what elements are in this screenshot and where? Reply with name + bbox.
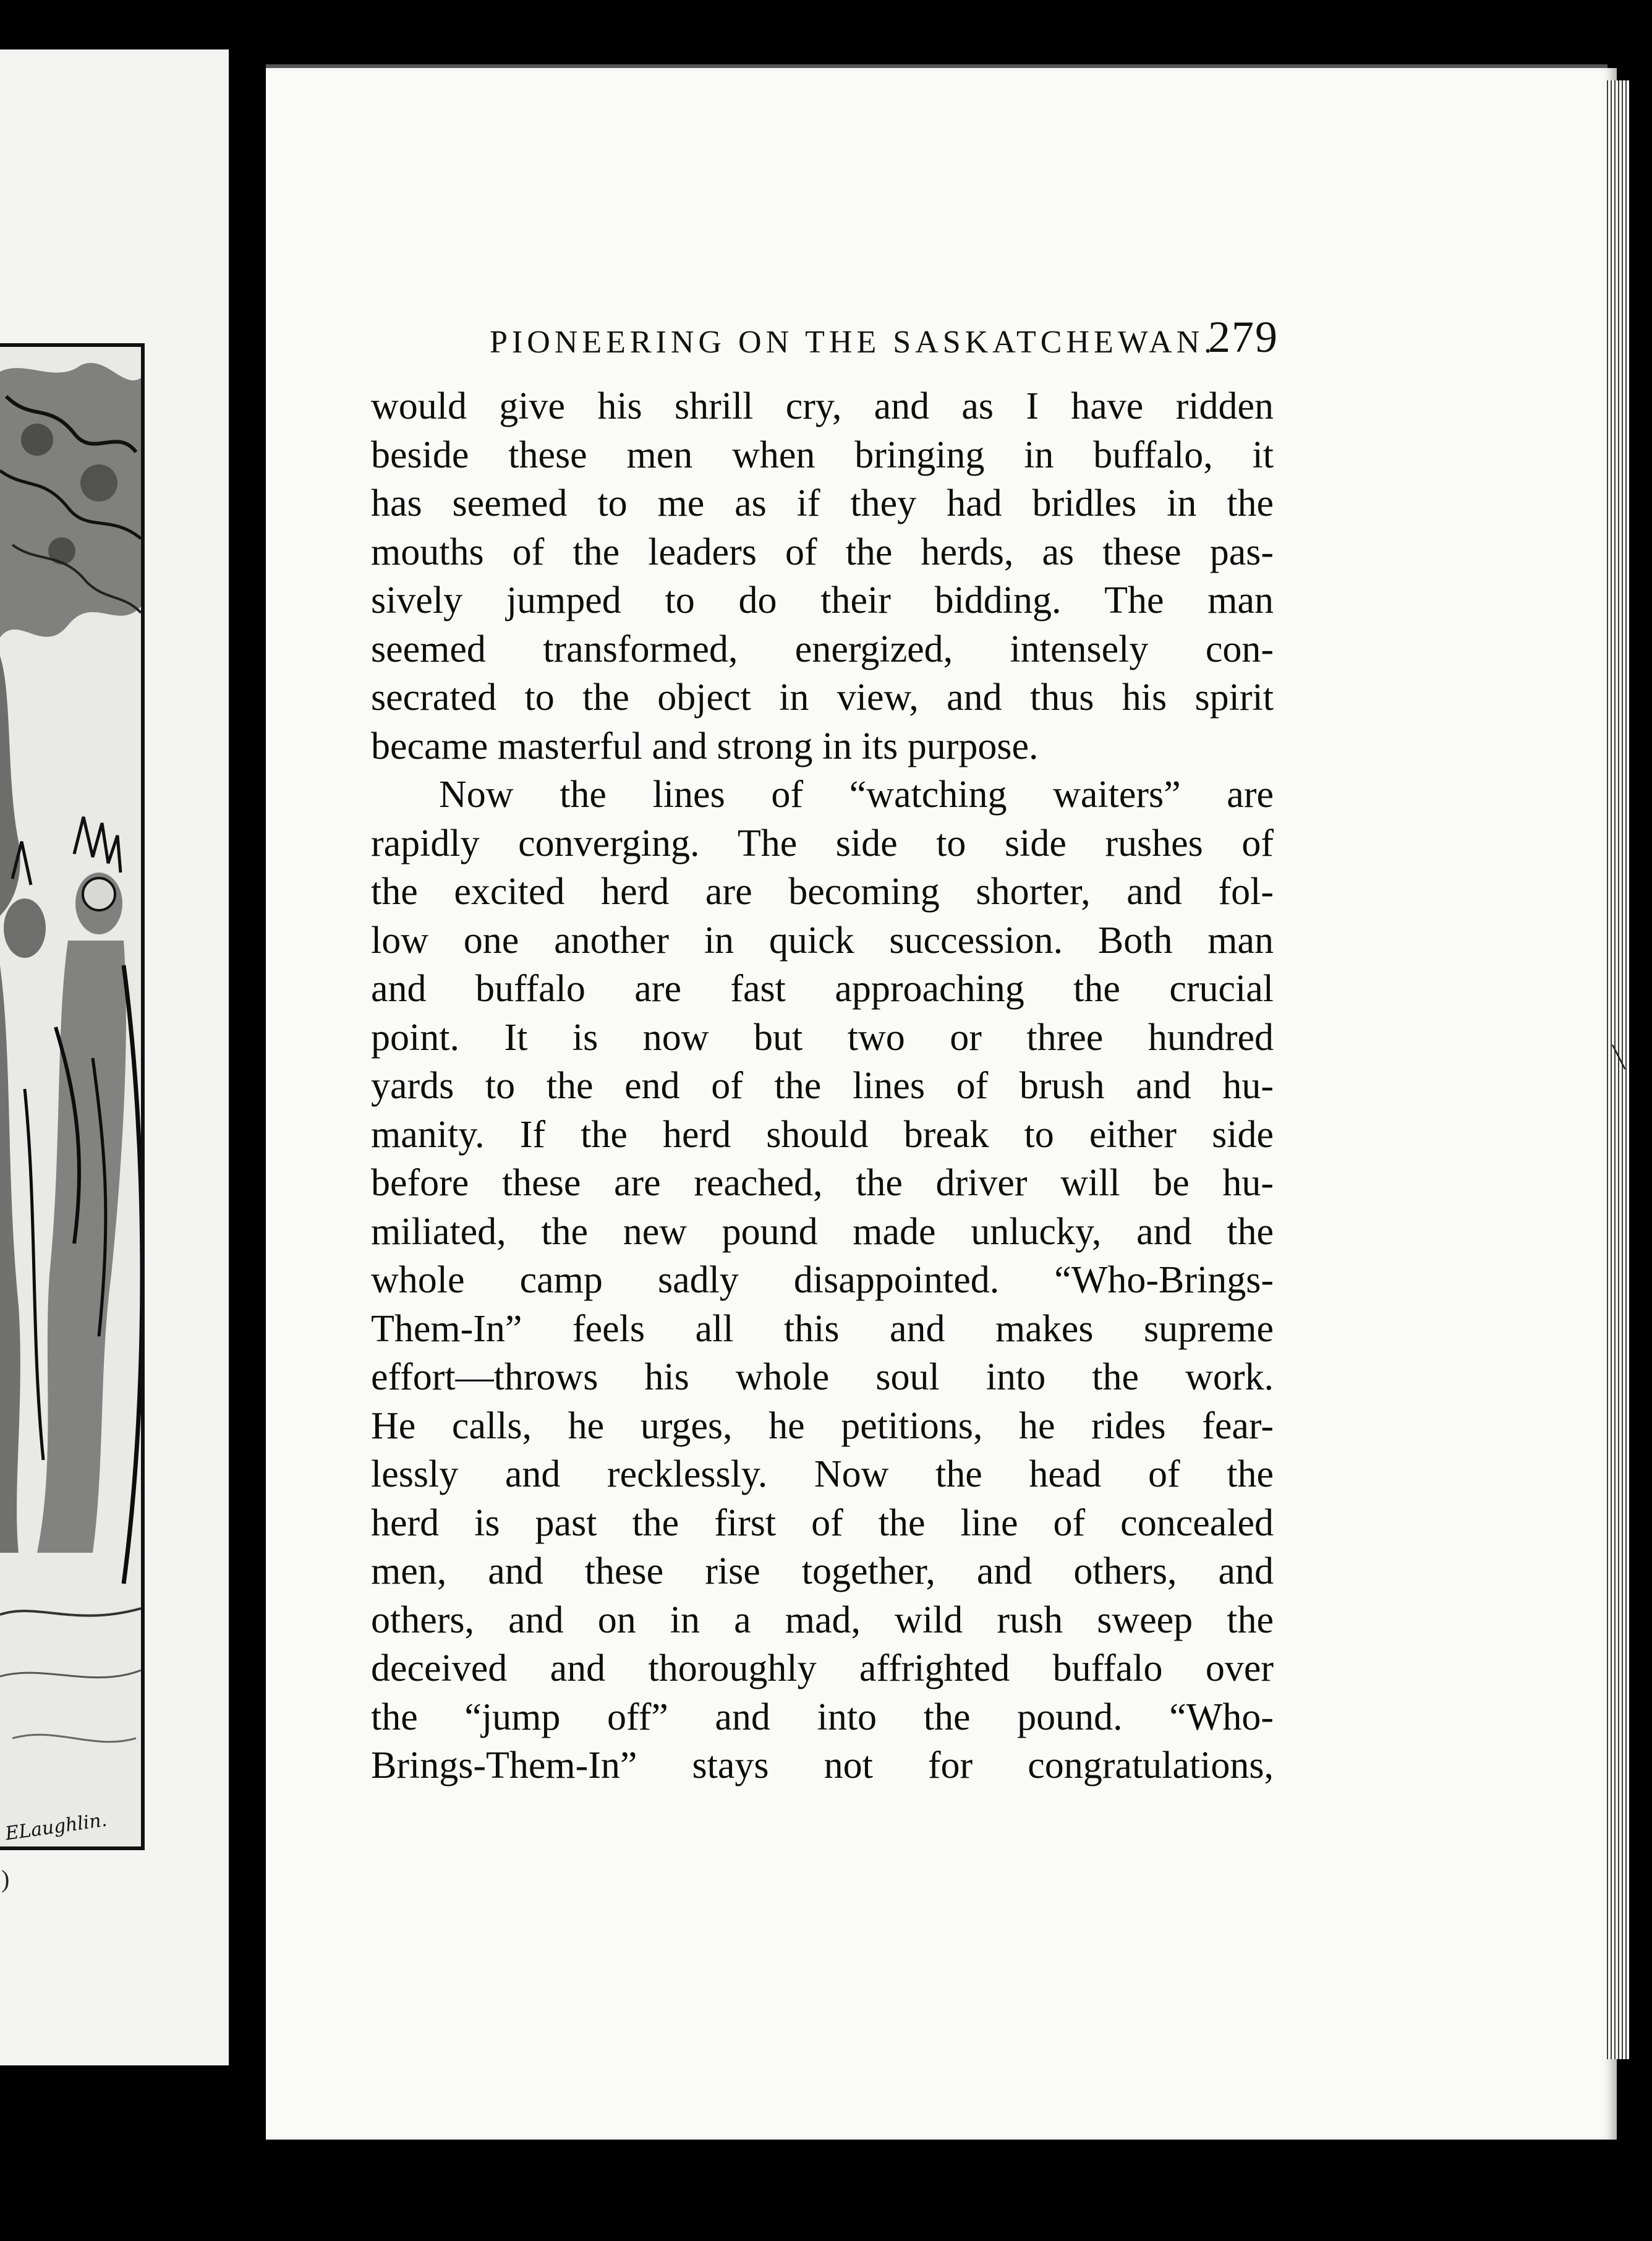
text-line: has seemed to me as if they had bridles in the: [371, 482, 1274, 524]
illustration-drawing: [0, 347, 141, 1846]
text-line: seemed transformed, energized, intensely con-: [371, 628, 1274, 670]
text-line: before these are reached, the driver will be hu-: [371, 1162, 1274, 1204]
text-line: rapidly converging. The side to side rushes of: [371, 822, 1274, 864]
text-line: the excited herd are becoming shorter, and fol-: [371, 871, 1274, 913]
text-line: became masterful and strong in its purpose.: [371, 725, 1039, 767]
text-line: the “jump off” and into the pound. “Who-: [371, 1696, 1274, 1738]
text-line: secrated to the object in view, and thus his spirit: [371, 677, 1274, 719]
text-line: Brings-Them-In” stays not for congratulations,: [371, 1744, 1274, 1786]
text-line: manity. If the herd should break to either side: [371, 1113, 1274, 1156]
text-line: mouths of the leaders of the herds, as these pas-: [371, 531, 1274, 573]
running-title: PIONEERING ON THE SASKATCHEWAN.: [490, 325, 1217, 360]
text-line: point. It is now but two or three hundred: [371, 1016, 1274, 1059]
text-line: beside these men when bringing in buffalo, it: [371, 433, 1274, 476]
running-head: [490, 312, 1279, 361]
text-line: Them-In” feels all this and makes supreme: [371, 1307, 1274, 1350]
text-line: yards to the end of the lines of brush and hu-: [371, 1065, 1274, 1107]
page-edge-stack: [1604, 80, 1629, 2059]
body-text: [371, 382, 1274, 1790]
text-line: miliated, the new pound made unlucky, and the: [371, 1210, 1274, 1253]
text-line: lessly and recklessly. Now the head of the: [371, 1453, 1274, 1495]
text-line: effort—throws his whole soul into the work.: [371, 1356, 1274, 1398]
text-line: Now the lines of “watching waiters” are: [439, 774, 1274, 816]
margin-tick: ╲: [1612, 1046, 1625, 1069]
facing-page: [0, 49, 229, 2065]
artist-signature: ELaughlin.: [4, 1809, 109, 1845]
illustration-plate: [0, 343, 145, 1850]
text-line: and buffalo are fast approaching the crucial: [371, 968, 1274, 1010]
text-line: deceived and thoroughly affrighted buffalo over: [371, 1647, 1274, 1689]
page-number: 279: [1208, 312, 1279, 362]
text-line: would give his shrill cry, and as I have ridden: [371, 385, 1274, 427]
text-line: men, and these rise together, and others, and: [371, 1550, 1274, 1592]
text-line: others, and on in a mad, wild rush sweep the: [371, 1599, 1274, 1641]
text-line: sively jumped to do their bidding. The man: [371, 579, 1274, 621]
text-line: herd is past the first of the line of concealed: [371, 1501, 1274, 1544]
text-line: whole camp sadly disappointed. “Who-Brings-: [371, 1259, 1274, 1301]
text-line: low one another in quick succession. Both man: [371, 919, 1274, 962]
text-line: He calls, he urges, he petitions, he rides fear-: [371, 1404, 1274, 1447]
edge-mark: ): [1, 1865, 10, 1893]
